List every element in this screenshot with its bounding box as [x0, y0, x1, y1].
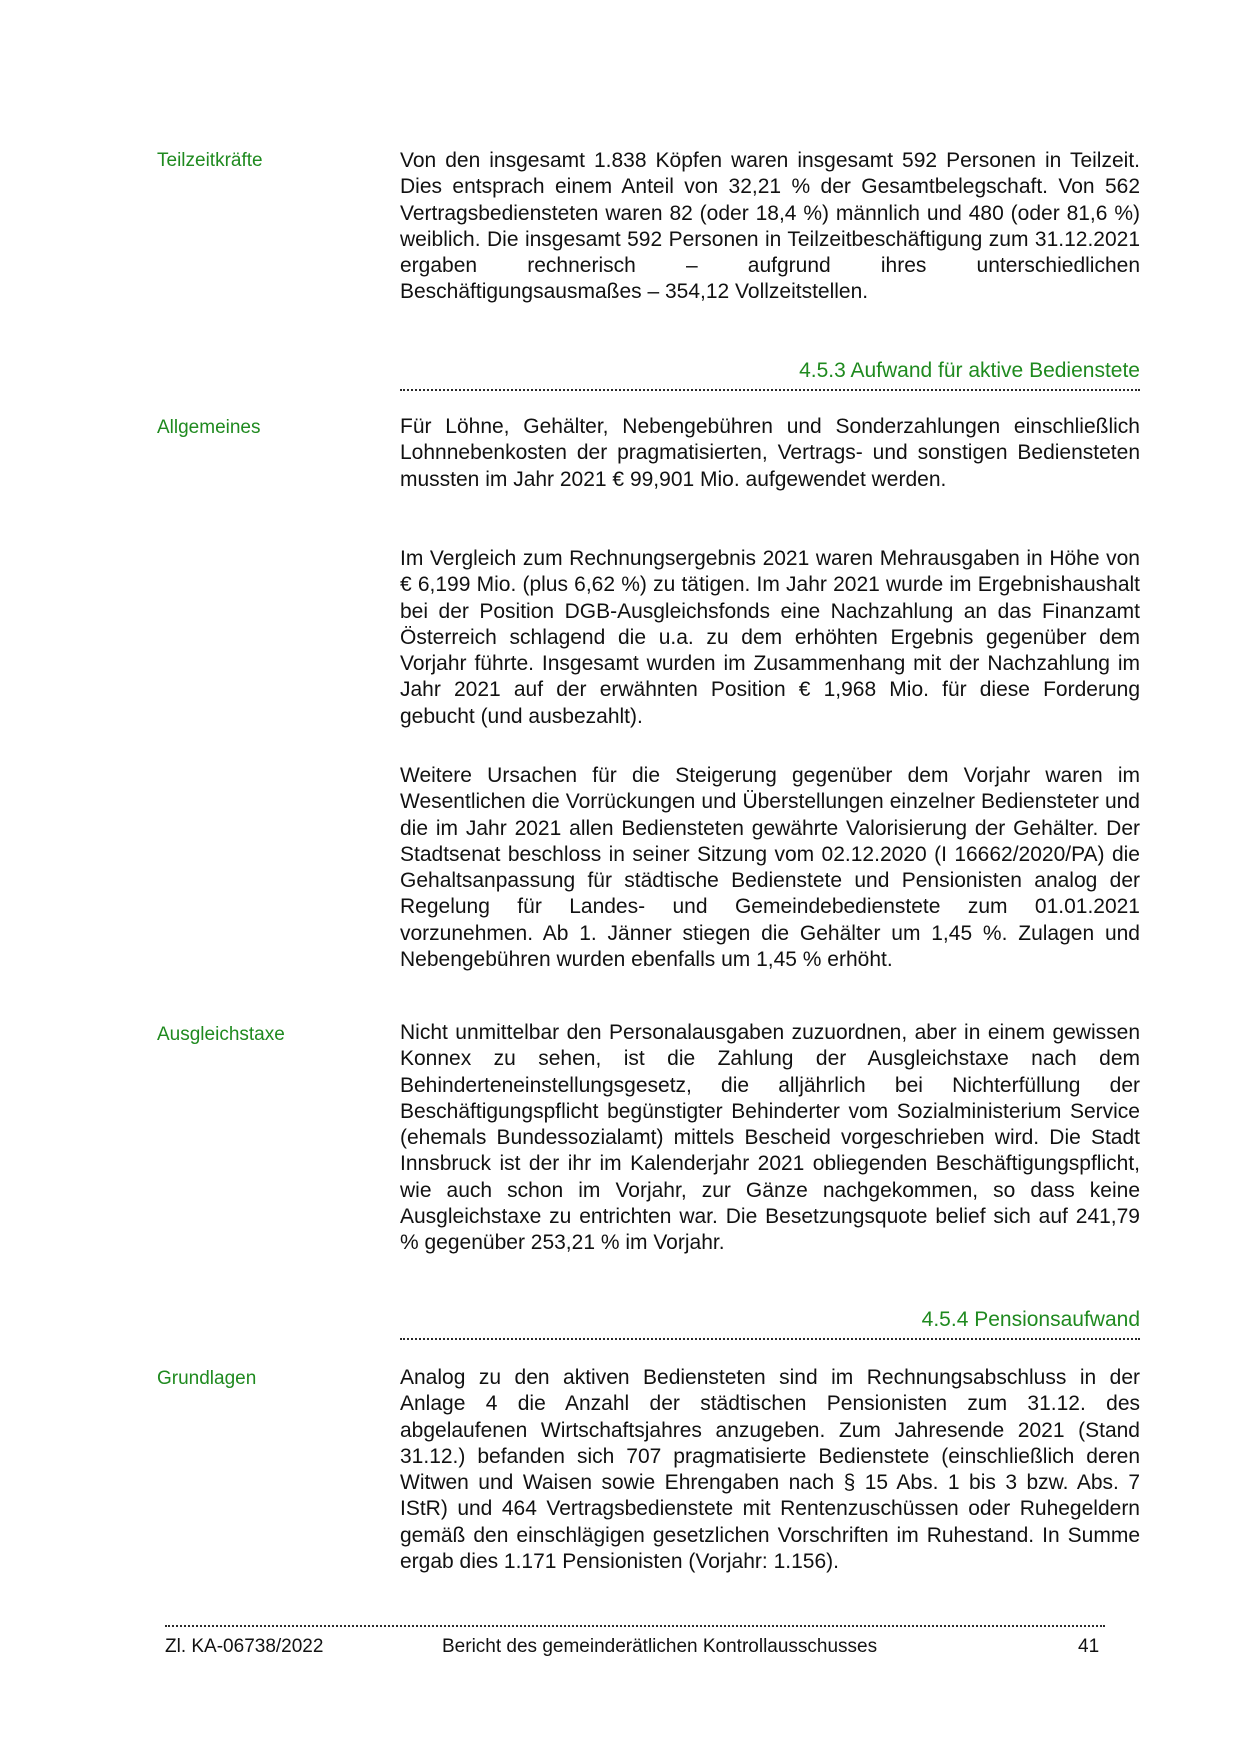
paragraph-allgemeines-3: Weitere Ursachen für die Steigerung gegenüber dem Vorjahr waren im Wesentlichen die Vorrückungen und Überstellungen einzelner Bediensteter und die im Jahr 2021 allen Bediensteten gewährte Valorisierung der Gehälter. Der Stadtsenat beschloss in seiner Sitzung vom 02.12.2020 (I 16662/2020/PA) die Gehaltsanpassung für städtische Bedienstete und Pensionisten analog der Regelung für Landes- und Gemeindebedienstete zum 01.01.2021 vorzunehmen. Ab 1. Jänner stiegen die Gehälter um 1,45 %. Zulagen und Nebengebühren wurden ebenfalls um 1,45 % erhöht. — [400, 764, 1140, 972]
paragraph-grundlagen: Analog zu den aktiven Bediensteten sind im Rechnungsabschluss in der Anlage 4 die Anzahl der städtischen Pensionisten zum 31.12. des abgelaufenen Wirtschaftsjahres anzugeben. Zum Jahresende 2021 (Stand 31.12.) befanden sich 707 pragmatisierte Bedienstete (einschließlich deren Witwen und Waisen sowie Ehrengaben nach § 15 Abs. 1 bis 3 bzw. Abs. 7 IStR) und 464 Vertragsbedienstete mit Rentenzuschüssen oder Ruhegeldern gemäß den einschlägigen gesetzlichen Vorschriften im Ruhestand. In Summe ergab dies 1.171 Pensionisten (Vorjahr: 1.156). — [400, 1366, 1140, 1574]
margin-label-ausgleichstaxe: Ausgleichstaxe — [157, 1024, 285, 1045]
paragraph-allgemeines-1: Für Löhne, Gehälter, Nebengebühren und Sonderzahlungen einschließlich Lohnnebenkosten der pragmatisierten, Vertrags- und sonstigen Bediensteten mussten im Jahr 2021 € 99,901 Mio. aufgewendet werden. — [400, 415, 1140, 491]
paragraph-teilzeit: Von den insgesamt 1.838 Köpfen waren insgesamt 592 Personen in Teilzeit. Dies entsprach einem Anteil von 32,21 % der Gesamtbelegschaft. Von 562 Vertragsbediensteten waren 82 (oder 18,4 %) männlich und 480 (oder 81,6 %) weiblich. Die insgesamt 592 Personen in Teilzeitbeschäftigung zum 31.12.2021 ergaben rechnerisch – aufgrund ihres unterschiedlichen Beschäftigungsausmaßes – 354,12 Vollzeitstellen. — [400, 149, 1140, 304]
heading-dotted-rule — [400, 1338, 1140, 1340]
heading-dotted-rule — [400, 389, 1140, 391]
footer-reference: Zl. KA-06738/2022 — [165, 1636, 324, 1657]
section-heading-4-5-3: 4.5.3 Aufwand für aktive Bedienstete — [799, 359, 1140, 382]
footer-dotted-rule — [165, 1625, 1105, 1627]
margin-label-grundlagen: Grundlagen — [157, 1368, 257, 1389]
footer-title: Bericht des gemeinderätlichen Kontrollausschusses — [442, 1636, 878, 1657]
paragraph-allgemeines-2: Im Vergleich zum Rechnungsergebnis 2021 waren Mehrausgaben in Höhe von € 6,199 Mio. (plus 6,62 %) zu tätigen. Im Jahr 2021 wurde im Ergebnishaushalt bei der Position DGB-Ausgleichsfonds eine Nachzahlung an das Finanzamt Österreich schlagend die u.a. zu dem erhöhten Ergebnis gegenüber dem Vorjahr führte. Insgesamt wurden im Zusammenhang mit der Nachzahlung im Jahr 2021 auf der erwähnten Position € 1,968 Mio. für diese Forderung gebucht (und ausbezahlt). — [400, 547, 1140, 728]
section-heading-4-5-4: 4.5.4 Pensionsaufwand — [921, 1308, 1140, 1331]
margin-label-teilzeitkraefte: Teilzeitkräfte — [157, 150, 263, 171]
margin-label-allgemeines: Allgemeines — [157, 417, 261, 438]
footer-page-number: 41 — [1078, 1636, 1100, 1657]
paragraph-ausgleichstaxe: Nicht unmittelbar den Personalausgaben zuzuordnen, aber in einem gewissen Konnex zu sehen, ist die Zahlung der Ausgleichstaxe nach dem Behinderteneinstellungsgesetz, die alljährlich bei Nichterfüllung der Beschäftigungspflicht begünstigter Behinderter vom Sozialministerium Service (ehemals Bundessozialamt) mittels Bescheid vorgeschrieben wird. Die Stadt Innsbruck ist der ihr im Kalenderjahr 2021 obliegenden Beschäftigungspflicht, wie auch schon im Vorjahr, zur Gänze nachgekommen, so dass keine Ausgleichstaxe zu entrichten war. Die Besetzungsquote belief sich auf 241,79 % gegenüber 253,21 % im Vorjahr. — [400, 1021, 1140, 1255]
